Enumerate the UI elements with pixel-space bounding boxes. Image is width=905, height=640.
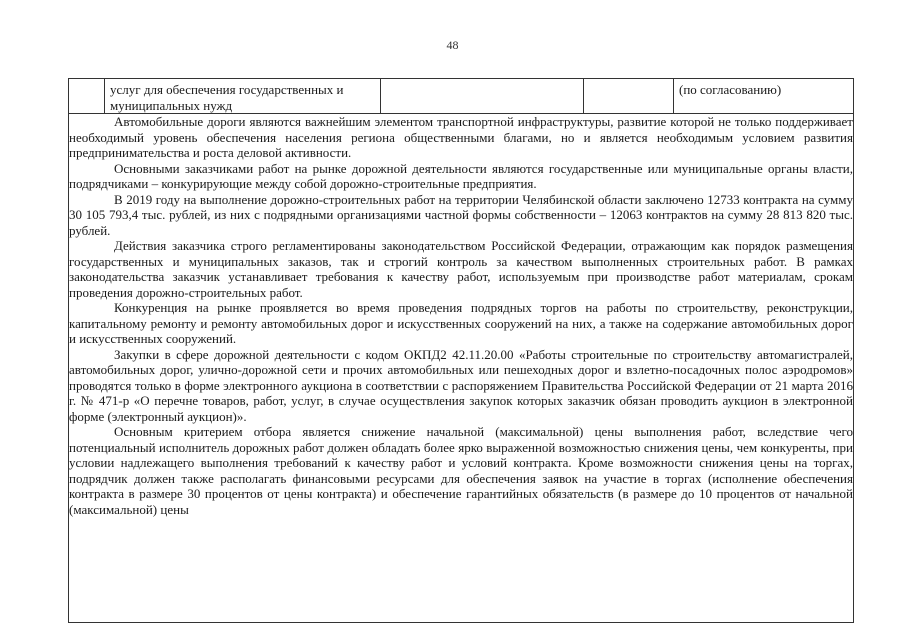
paragraph: Конкуренция на рынке проявляется во время проведения подрядных торгов на работы по строительству, реконструкции, капитальному ремонту и ремонту автомобильных дорог и искусственных сооружений на них, а также на содержание автомобильных дорог и искусственных сооружений. [69,300,853,347]
table-cell-empty-1 [69,79,105,114]
table-cell-note [674,79,854,114]
table-cell-empty-2 [381,79,584,114]
table-body-row [69,114,854,623]
paragraph: Действия заказчика строго регламентированы законодательством Российской Федерации, отражающим как порядок размещения государственных и муниципальных заказов, так и строгий контроль за качеством выполненных строительных работ. В рамках законодательства заказчик устанавливает требования к качеству работ, используемым при производстве работ материалам, срокам проведения дорожно-строительных работ. [69,238,853,300]
note-text: (по согласованию) [679,82,782,97]
table-cell-service [105,79,381,114]
paragraph: Основным критерием отбора является снижение начальной (максимальной) цены выполнения работ, вследствие чего потенциальный исполнитель дорожных работ должен обладать более ярко выраженной возможностью снижения цены, чем конкуренты, при условии надлежащего выполнения требований к качеству работ и условий контракта. Кроме возможности снижения цены на торгах, подрядчик должен также располагать финансовыми ресурсами для обеспечения заявок на участие в торгах (исполнение обеспечения контракта в размере 30 процентов от цены контракта) и обеспечение гарантийных обязательств (в размере до 10 процентов от начальной (максимальной) цены [69,424,853,517]
service-text: услуг для обеспечения государственных и муниципальных нужд [110,82,344,113]
paragraph: Закупки в сфере дорожной деятельности с кодом ОКПД2 42.11.20.00 «Работы строительные по строительству автомагистралей, автомобильных дорог, улично-дорожной сети и прочих автомобильных или пешеходных дорог и взлетно-посадочных полос аэродромов» проводятся только в форме электронного аукциона в соответствии с распоряжением Правительства Российской Федерации от 21 марта 2016 г. № 471-р «О перечне товаров, работ, услуг, в случае осуществления закупок которых заказчик обязан проводить аукцион в электронной форме (электронный аукцион)». [69,346,853,424]
page-number: 48 [446,38,459,52]
table-cell-empty-3 [584,79,674,114]
table-header-row [69,79,854,114]
paragraph: В 2019 году на выполнение дорожно-строительных работ на территории Челябинской области заключено 12733 контракта на сумму 30 105 793,4 тыс. рублей, из них с подрядными организациями частной формы собственности – 12063 контрактов на сумму 28 813 820 тыс. рублей. [69,191,853,238]
document-table [68,78,854,623]
paragraph: Автомобильные дороги являются важнейшим элементом транспортной инфраструктуры, развитие которой не только поддерживает необходимый уровень обеспечения населения региона общественными благами, но и является необходимым условием развития предпринимательства и роста деловой активности. [69,114,853,161]
body-text-cell [69,114,854,623]
paragraph: Основными заказчиками работ на рынке дорожной деятельности являются государственные или муниципальные органы власти, подрядчиками – конкурирующие между собой дорожно-строительные предприятия. [69,160,853,192]
